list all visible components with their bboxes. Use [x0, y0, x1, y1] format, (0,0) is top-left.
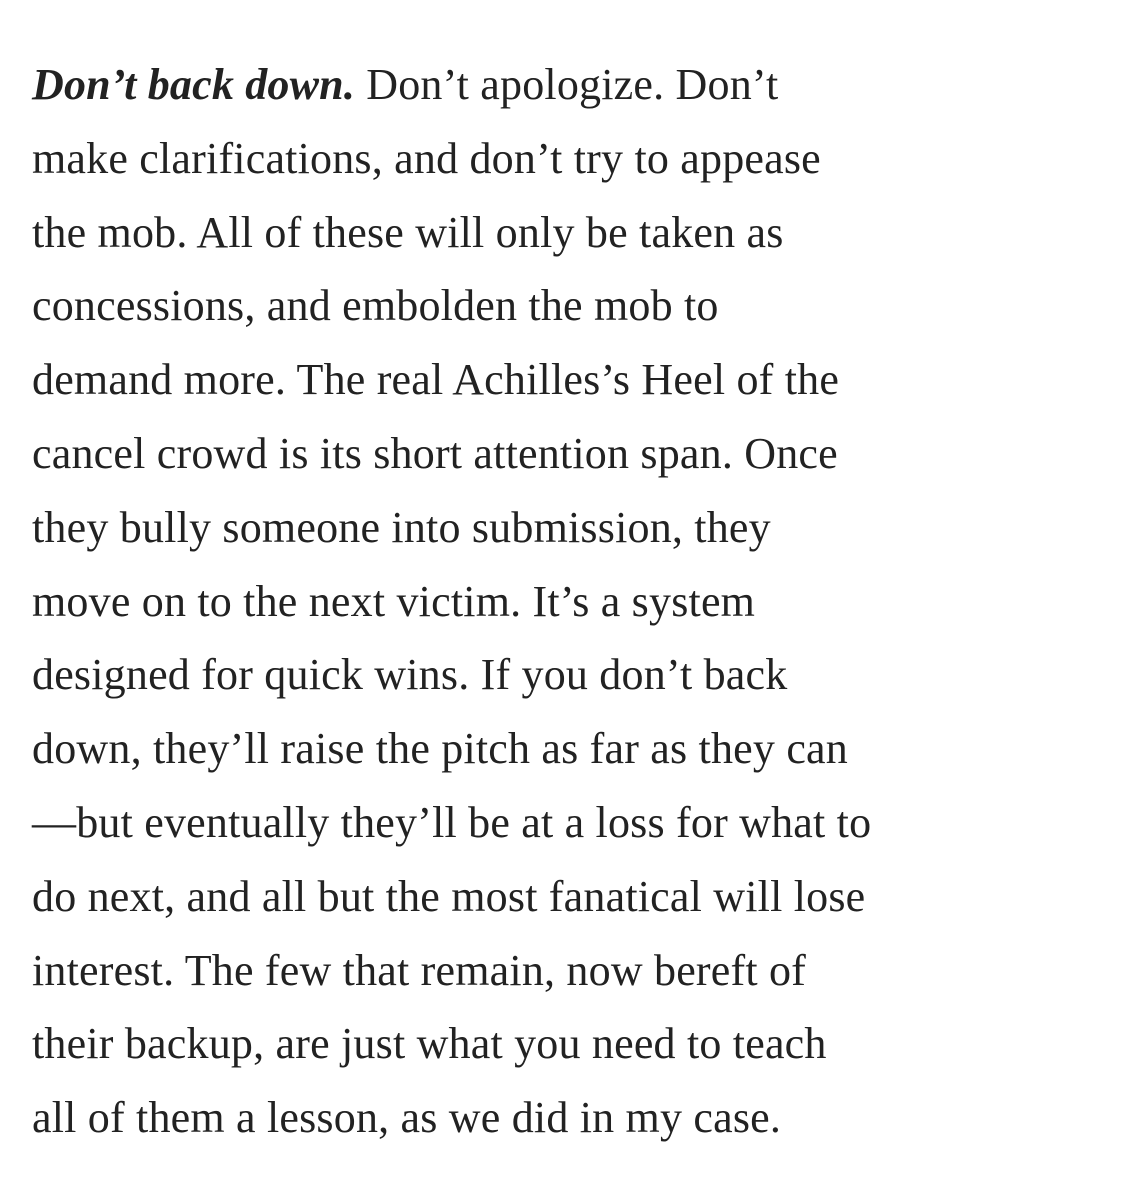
paragraph-line-5: demand more. The real Achilles’s Heel of the: [32, 355, 840, 405]
paragraph-line-1: [32, 48, 1112, 122]
paragraph-line-11: —but eventually they’ll be at a loss for what to: [32, 797, 872, 847]
paragraph-line-13: interest. The few that remain, now bereft of: [32, 945, 807, 995]
paragraph-line-7: they bully someone into submission, they: [32, 502, 771, 552]
paragraph-line-text: Don’t apologize. Don’t: [355, 60, 779, 109]
paragraph-line-4: concessions, and embolden the mob to: [32, 281, 719, 331]
article-paragraph: [32, 48, 1112, 1155]
lead-emphasis: Don’t back down.: [32, 60, 356, 109]
paragraph-line-6: cancel crowd is its short attention span. Once: [32, 428, 838, 478]
paragraph-line-14: their backup, are just what you need to teach: [32, 1019, 827, 1069]
paragraph-line-3: the mob. All of these will only be taken as: [32, 207, 784, 257]
paragraph-line-12: do next, and all but the most fanatical will lose: [32, 871, 866, 921]
paragraph-line-8: move on to the next victim. It’s a system: [32, 576, 756, 626]
paragraph-line-2: make clarifications, and don’t try to appease: [32, 133, 821, 183]
paragraph-line-15: all of them a lesson, as we did in my case.: [32, 1093, 782, 1143]
paragraph-line-10: down, they’ll raise the pitch as far as they can: [32, 724, 848, 774]
paragraph-line-9: designed for quick wins. If you don’t back: [32, 650, 788, 700]
